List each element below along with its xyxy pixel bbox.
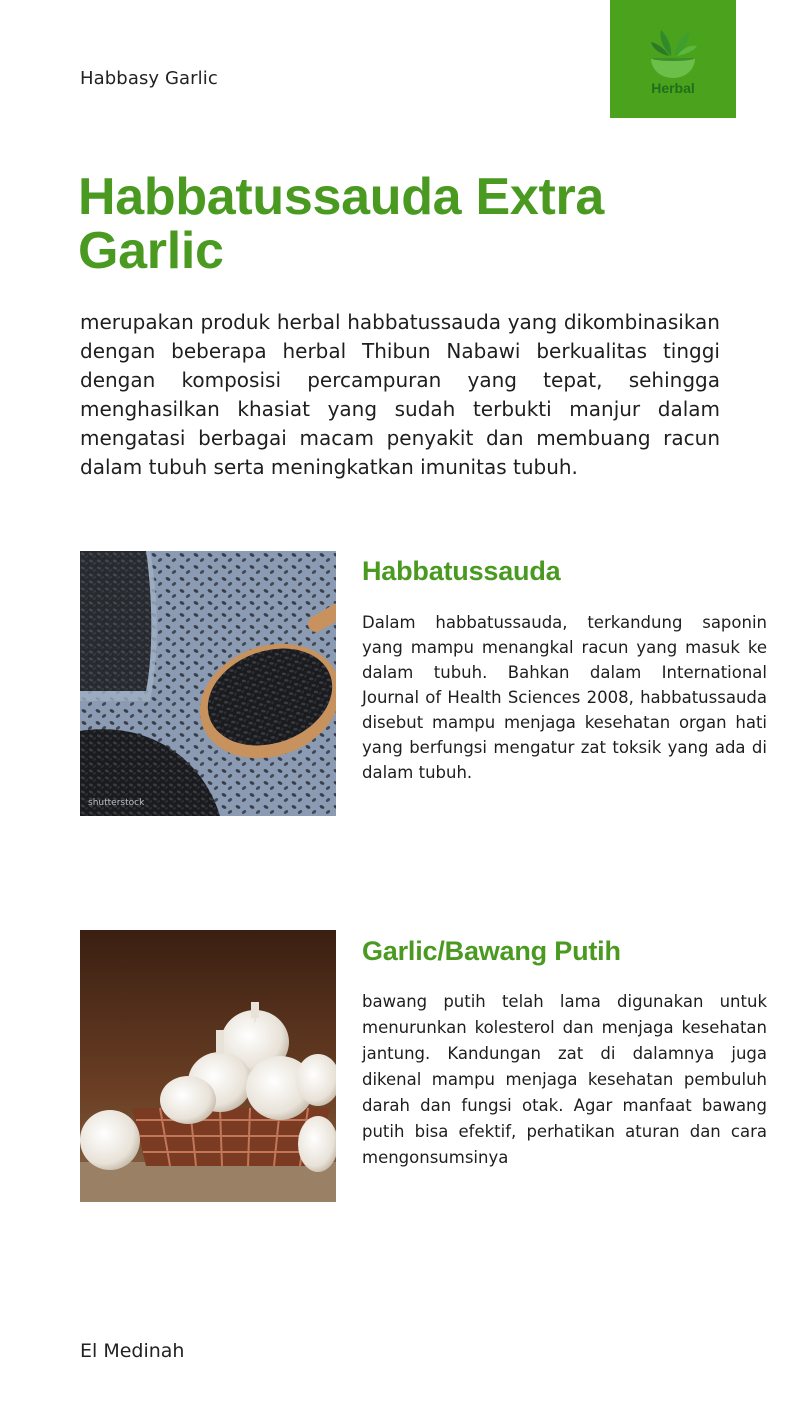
section-body-habbatussauda: Dalam habbatussauda, terkandung saponin yang mampu menangkal racun yang masuk ke dalam tubuh. Bahkan dalam International Journal of Health Sciences 2008, habbatussauda disebut mampu menjaga kesehatan organ hati yang berfungsi mengatur zat toksik yang ada di dalam tubuh.	[362, 613, 767, 782]
habbatussauda-photo	[80, 551, 336, 816]
logo-label: Herbal	[651, 80, 695, 96]
page-title: Habbatussauda Extra Garlic	[78, 168, 605, 280]
brand-name: Habbasy Garlic	[80, 68, 218, 89]
intro-paragraph: merupakan produk herbal habbatussauda yang dikombinasikan dengan beberapa herbal Thibun Nabawi berkualitas tinggi dengan komposisi percampuran yang tepat, sehingga menghasilkan khasiat yang sudah terbukti manjur dalam mengatasi berbagai macam penyakit dan membuang racun dalam tubuh serta meningkatkan imunitas tubuh.	[80, 310, 720, 479]
section-body-garlic: bawang putih telah lama digunakan untuk menurunkan kolesterol dan menjaga kesehatan jantung. Kandungan zat di dalamnya juga dikenal mampu menjaga kesehatan pembuluh darah dan fungsi otak. Agar manfaat bawang putih bisa efektif, perhatikan aturan dan cara mengonsumsinya	[362, 992, 767, 1167]
section-title-habbatussauda: Habbatussauda	[362, 556, 561, 586]
herbal-bowl-icon	[643, 26, 703, 84]
garlic-photo	[80, 930, 336, 1202]
svg-text:shutterstock: shutterstock	[88, 798, 145, 808]
section-title-garlic: Garlic/Bawang Putih	[362, 936, 621, 966]
footer-brand: El Medinah	[80, 1340, 185, 1362]
herbal-logo	[610, 0, 736, 118]
